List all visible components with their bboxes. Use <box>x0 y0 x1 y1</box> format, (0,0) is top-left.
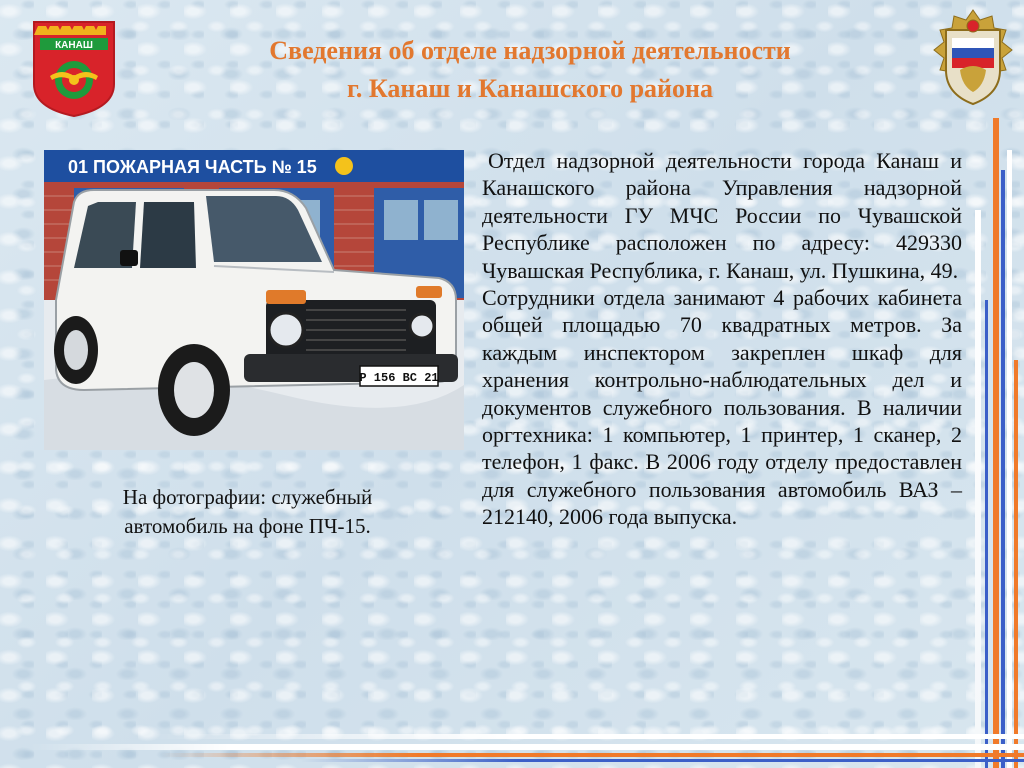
bottom-stripe-white-1 <box>30 744 1024 750</box>
service-car-photo <box>44 150 464 450</box>
coat-of-arms-text: КАНАШ <box>55 40 93 51</box>
paragraph-address: Отдел надзорной деятельности города Канаш и Канашского района Управления надзорной деятельности ГУ МЧС России по Чувашской Республике расположен по адресу: 429330 Чувашская Республика, г. Канаш, ул. Пушкина, 49. <box>482 148 962 283</box>
right-stripe-white-2 <box>975 210 981 768</box>
right-stripe-white-1 <box>1007 150 1012 768</box>
paragraph-staff-equipment: Сотрудники отдела занимают 4 рабочих кабинета общей площадью 70 квадратных метров. За каждым инспектором закреплен шкаф для хранения контрольно-наблюдательных дел и документов служебного пользования. В наличии оргтехника: 1 компьютер, 1 принтер, 1 сканер, 2 телефон, 1 факс. В 2006 году отделу предоставлен для служебного пользования автомобиль ВАЗ – 212140, 2006 года выпуска. <box>482 285 962 530</box>
bottom-stripe-white-2 <box>150 734 1024 739</box>
bottom-stripe-orange <box>160 753 1024 757</box>
slide-title <box>130 32 930 108</box>
department-description <box>482 147 962 531</box>
caption-line-2: автомобиль на фоне ПЧ-15. <box>124 514 371 538</box>
bottom-stripe-blue <box>300 759 1024 762</box>
building-sign-text: 01 ПОЖАРНАЯ ЧАСТЬ № 15 <box>68 157 317 177</box>
photo-caption <box>50 483 445 541</box>
kanash-coat-of-arms-icon <box>30 18 118 118</box>
right-stripe-orange-1 <box>993 118 999 768</box>
license-plate-text: Р 156 ВС 21 <box>359 371 439 385</box>
title-line-1: Сведения об отделе надзорной деятельности <box>269 36 791 65</box>
right-stripe-blue-2 <box>985 300 988 768</box>
title-line-2: г. Канаш и Канашского района <box>347 74 713 103</box>
caption-line-1: На фотографии: служебный <box>122 485 373 509</box>
state-supervision-emblem-icon <box>930 8 1016 108</box>
right-stripe-orange-2 <box>1014 360 1018 768</box>
right-stripe-blue-1 <box>1001 170 1005 768</box>
